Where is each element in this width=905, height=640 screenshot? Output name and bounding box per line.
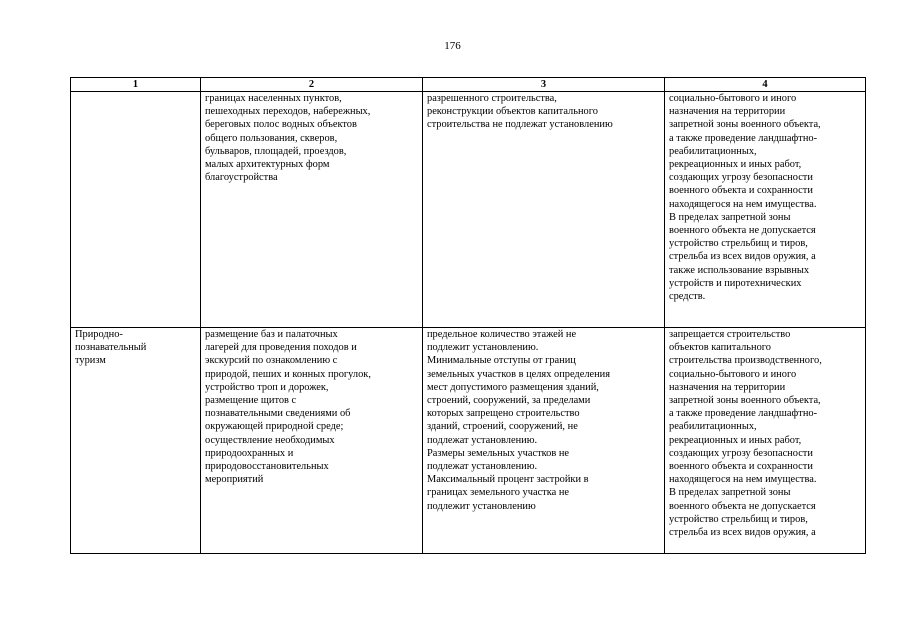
header-col-2: 2 <box>201 78 423 92</box>
cell-limit-parameters <box>423 328 665 554</box>
cell-land-use-type <box>71 92 201 328</box>
cell-text: предельное количество этажей не подлежит установлению. Минимальные отступы от границ земельных участков в целях определения мест допустимого размещения зданий, строений, сооружений, за пределами которых запрещено строительство зданий, строений, сооружений, не подлежат установлению. Размеры земельных участков не подлежат установлению. Максимальный процент застройки в границах земельного участка не подлежит установлению <box>427 329 611 512</box>
cell-permitted-use <box>201 328 423 554</box>
header-col-1: 1 <box>71 78 201 92</box>
cell-text: социально-бытового и иного назначения на территории запретной зоны военного объекта, а также проведение ландшафтно- реабилитационных, рекреационных и иных работ, создающих угрозу безопасности военного объекта и сохранности находящегося на нем имущества. В пределах запретной зоны военного объекта не допускается устройство стрельбищ и тиров, стрельба из всех видов оружия, а также использование взрывных устройств и пиротехнических средств. <box>669 93 821 303</box>
table-header <box>71 78 866 92</box>
header-col-3: 3 <box>423 78 665 92</box>
cell-text: границах населенных пунктов, пешеходных переходов, набережных, береговых полос водных объектов общего пользования, скверов, бульваров, площадей, проездов, малых архитектурных форм благоустройства <box>205 93 371 184</box>
cell-restrictions <box>665 92 866 328</box>
cell-text: Природно- познавательный туризм <box>75 329 147 367</box>
header-row <box>71 78 866 92</box>
header-col-4: 4 <box>665 78 866 92</box>
document-table <box>70 77 866 554</box>
cell-restrictions <box>665 328 866 554</box>
cell-limit-parameters <box>423 92 665 328</box>
table-body <box>71 92 866 554</box>
cell-permitted-use <box>201 92 423 328</box>
cell-text: размещение баз и палаточных лагерей для проведения походов и экскурсий по ознакомлению с природой, пеших и конных прогулок, устройство троп и дорожек, размещение щитов с познавательными сведениями об окружающей природной среде; осуществление необходимых природоохранных и природовосстановительных мероприятий <box>205 329 371 486</box>
cell-land-use-type <box>71 328 201 554</box>
cell-text: разрешенного строительства, реконструкции объектов капитального строительства не подлежат установлению <box>427 93 613 131</box>
table-row <box>71 328 866 554</box>
page-number: 176 <box>444 40 461 52</box>
table-row <box>71 92 866 328</box>
cell-text: запрещается строительство объектов капитального строительства производственного, социально-бытового и иного назначения на территории запретной зоны военного объекта, а также проведение ландшафтно- реабилитационных, рекреационных и иных работ, создающих угрозу безопасности военного объекта и сохранности находящегося на нем имущества. В пределах запретной зоны военного объекта не допускается устройство стрельбищ и тиров, стрельба из всех видов оружия, а <box>669 329 822 539</box>
